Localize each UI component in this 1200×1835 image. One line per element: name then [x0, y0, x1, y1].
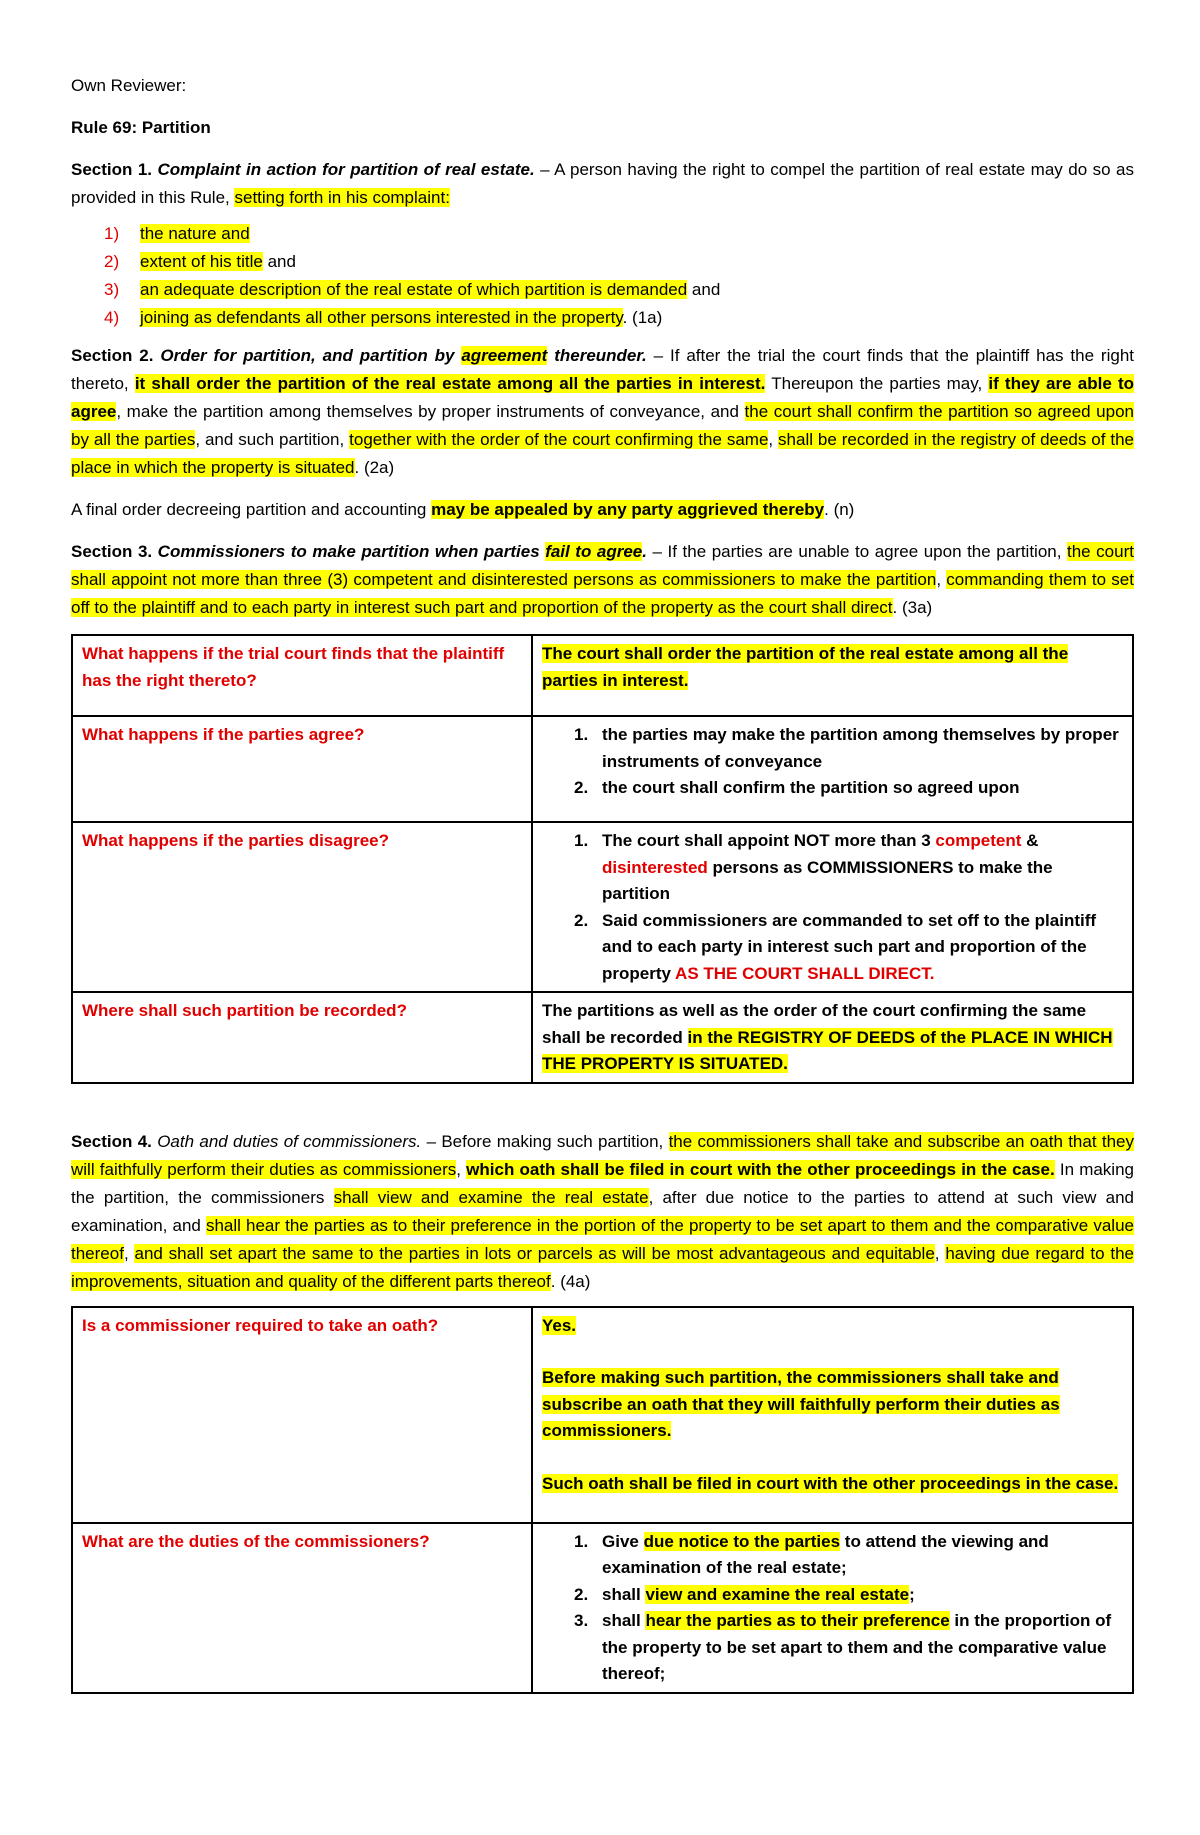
question-cell: What happens if the trial court finds that the plaintiff has the right thereto? [72, 635, 532, 716]
question-cell: What happens if the parties agree? [72, 716, 532, 822]
question-cell: What are the duties of the commissioners? [72, 1523, 532, 1693]
answer-cell: The court shall order the partition of the real estate among all the parties in interest. [532, 635, 1133, 716]
list-item: 2. shall view and examine the real estate; [574, 1584, 915, 1604]
list-item: 2. Said commissioners are commanded to set off to the plaintiff and to each party in interest such part and proportion of the property AS THE COURT SHALL DIRECT. [574, 910, 1097, 983]
answer-cell [532, 716, 1133, 822]
list-item: 1. The court shall appoint NOT more than 3 competent & disinterested persons as COMMISSIONERS to make the partition [574, 831, 1053, 903]
answer-cell: The partitions as well as the order of the court confirming the same shall be recorded in the REGISTRY OF DEEDS of the PLACE IN WHICH THE PROPERTY IS SITUATED. [532, 992, 1133, 1083]
list-item: 1. Give due notice to the parties to attend the viewing and examination of the real estate; [574, 1531, 1049, 1577]
list-item: 2) extent of his title and [104, 252, 296, 271]
answer-cell [532, 822, 1133, 992]
document-page [71, 72, 1134, 1694]
rule-title: Rule 69: Partition [71, 118, 211, 137]
section-3-paragraph: Section 3. Commissioners to make partition when parties fail to agree. – If the parties are unable to agree upon the partition, the court shall appoint not more than three (3) competent and disinterested persons as commissioners to make the partition, commanding them to set off to the plaintiff and to each party in interest such part and proportion of the property as the court shall direct. (3a) [71, 542, 1134, 617]
list-item: 4) joining as defendants all other persons interested in the property. (1a) [104, 308, 663, 327]
section-4-paragraph: Section 4. Oath and duties of commissioners. – Before making such partition, the commissioners shall take and subscribe an oath that they will faithfully perform their duties as commissioners, which oath shall be filed in court with the other proceedings in the case. In making the partition, the commissioners shall view and examine the real estate, after due notice to the parties to attend at such view and examination, and shall hear the parties as to their preference in the portion of the property to be set apart to them and the comparative value thereof, and shall set apart the same to the parties in lots or parcels as will be most advantageous and equitable, having due regard to the improvements, situation and quality of the different parts thereof. (4a) [71, 1131, 1134, 1291]
final-order-paragraph: A final order decreeing partition and accounting may be appealed by any party aggrieved thereby. (n) [71, 500, 855, 519]
table-row [72, 1307, 1133, 1523]
table-row [72, 992, 1133, 1083]
question-cell: Is a commissioner required to take an oath? [72, 1307, 532, 1523]
table-row [72, 635, 1133, 716]
qa-table-partition [71, 634, 1134, 1084]
complaint-requirements-list [71, 220, 1134, 332]
list-item: 1) the nature and [104, 224, 250, 243]
question-cell: Where shall such partition be recorded? [72, 992, 532, 1083]
answer-cell [532, 1523, 1133, 1693]
list-item: 2. the court shall confirm the partition so agreed upon [574, 778, 1020, 797]
list-item: 1. the parties may make the partition among themselves by proper instruments of conveyance [574, 725, 1119, 771]
question-cell: What happens if the parties disagree? [72, 822, 532, 992]
spacer [71, 1084, 1134, 1128]
list-item: 3) an adequate description of the real estate of which partition is demanded and [104, 280, 721, 299]
reviewer-label: Own Reviewer: [71, 76, 187, 95]
table-row [72, 822, 1133, 992]
answer-cell: Yes. Before making such partition, the commissioners shall take and subscribe an oath that they will faithfully perform their duties as commissioners. Such oath shall be filed in court with the other proceedings in the case. [532, 1307, 1133, 1523]
qa-table-commissioners [71, 1306, 1134, 1694]
table-row [72, 1523, 1133, 1693]
list-item: 3. shall hear the parties as to their preference in the proportion of the property to be set apart to them and the comparative value thereof; [574, 1611, 1112, 1683]
section-1-paragraph: Section 1. Complaint in action for partition of real estate. – A person having the right to compel the partition of real estate may do so as provided in this Rule, setting forth in his complaint: [71, 160, 1134, 207]
section-2-paragraph: Section 2. Order for partition, and partition by agreement thereunder. – If after the trial the court finds that the plaintiff has the right thereto, it shall order the partition of the real estate among all the parties in interest. Thereupon the parties may, if they are able to agree, make the partition among themselves by proper instruments of conveyance, and the court shall confirm the partition so agreed upon by all the parties, and such partition, together with the order of the court confirming the same, shall be recorded in the registry of deeds of the place in which the property is situated. (2a) [71, 346, 1135, 477]
table-row [72, 716, 1133, 822]
